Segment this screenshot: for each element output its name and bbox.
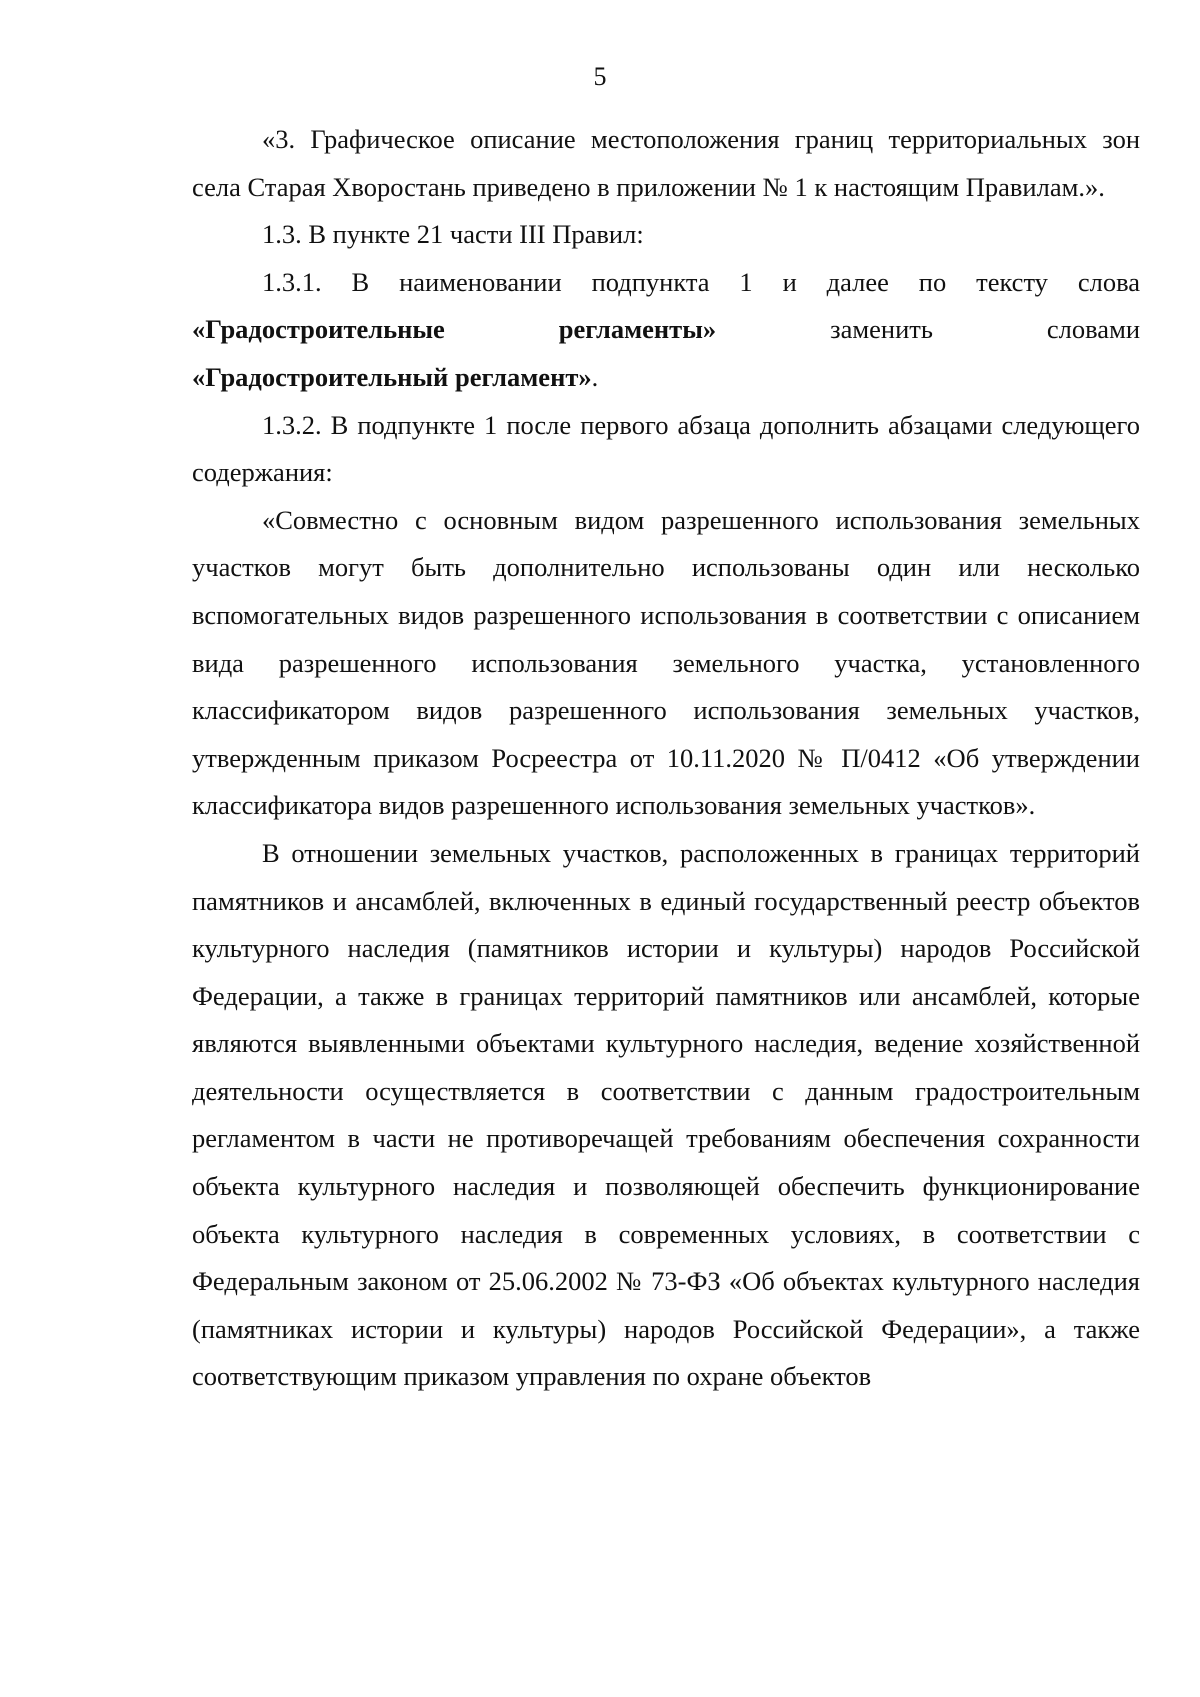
paragraph-clause-1-3-1-new-term	[192, 354, 1140, 402]
page-number: 5	[593, 62, 607, 91]
paragraph-auxiliary-use: «Совместно с основным видом разрешенного использования земельных участков могут быть дополнительно использованы один или несколько вспомогательных видов разрешенного использования в соответствии с описанием вида разрешенного использования земельного участка, установленного классификатором видов разрешенного использования земельных участков, утвержденным приказом Росреестра от 10.11.2020 № П/0412 «Об утверждении классификатора видов разрешенного использования земельных участков».	[192, 504, 1140, 821]
paragraph-graphic-description: «3. Графическое описание местоположения границ территориальных зон села Старая Хворостань приведено в приложении № 1 к настоящим Правилам.».	[192, 124, 1140, 202]
paragraph-clause-1-3-1-lead: 1.3.1. В наименовании подпункта 1 и далее по тексту слова	[262, 266, 1140, 297]
new-term: «Градостроительный регламент»	[192, 361, 592, 392]
paragraph-clause-1-3-2: 1.3.2. В подпункте 1 после первого абзаца дополнить абзацами следующего содержания:	[192, 409, 1140, 488]
paragraph-clause-1-3: 1.3. В пункте 21 части III Правил:	[262, 219, 644, 250]
document-body	[192, 116, 1140, 1401]
old-term: «Градостроительные регламенты»	[192, 314, 717, 345]
replacement-phrase: заменить словами	[830, 314, 1141, 345]
paragraph-clause-1-3-1-replacement	[192, 306, 1140, 354]
paragraph-cultural-heritage: В отношении земельных участков, расположенных в границах территорий памятников и ансамблей, включенных в единый государственный реестр объектов культурного наследия (памятников истории и культуры) народов Российской Федерации, а также в границах территорий памятников или ансамблей, которые являются выявленными объектами культурного наследия, ведение хозяйственной деятельности осуществляется в соответствии с данным градостроительным регламентом в части не противоречащей требованиям обеспечения сохранности объекта культурного наследия и позволяющей обеспечить функционирование объекта культурного наследия в современных условиях, в соответствии с Федеральным законом от 25.06.2002 № 73-ФЗ «Об объектах культурного наследия (памятниках истории и культуры) народов Российской Федерации», а также соответствующим приказом управления по охране объектов	[192, 837, 1140, 1392]
new-term-period: .	[591, 361, 599, 392]
